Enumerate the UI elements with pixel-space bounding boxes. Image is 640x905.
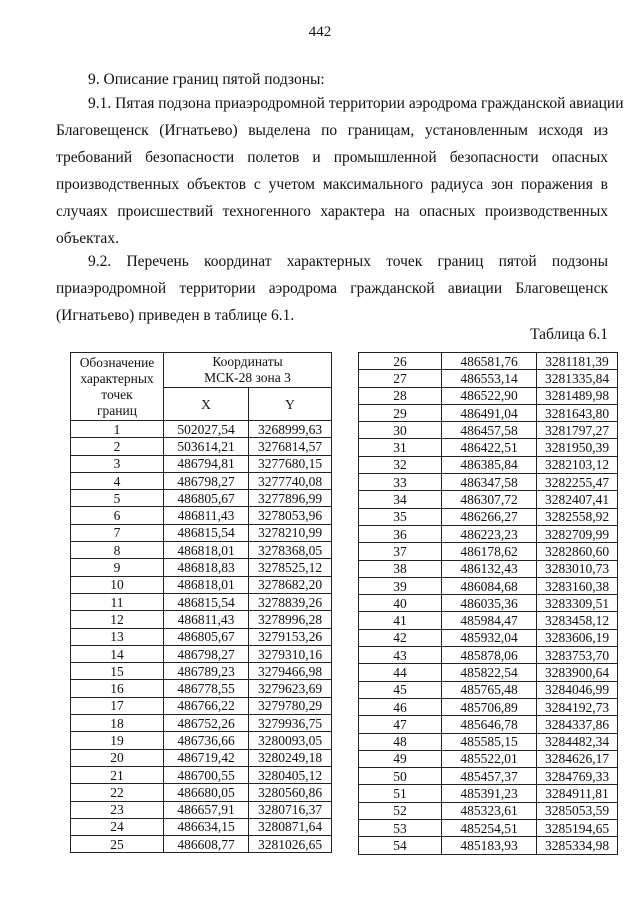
x-coordinate: 486811,43 bbox=[164, 611, 249, 628]
table-row bbox=[359, 422, 618, 439]
y-coordinate: 3283160,38 bbox=[537, 577, 618, 594]
point-number: 48 bbox=[359, 733, 442, 750]
table-row bbox=[359, 716, 618, 733]
y-header: Y bbox=[249, 388, 332, 421]
x-coordinate: 485522,01 bbox=[442, 750, 537, 767]
y-coordinate: 3283010,73 bbox=[537, 560, 618, 577]
point-number: 24 bbox=[71, 818, 164, 835]
point-number: 2 bbox=[71, 438, 164, 455]
left-table-body bbox=[71, 421, 332, 853]
point-number: 5 bbox=[71, 490, 164, 507]
point-number: 22 bbox=[71, 784, 164, 801]
y-coordinate: 3280560,86 bbox=[249, 784, 332, 801]
y-coordinate: 3281489,98 bbox=[537, 387, 618, 404]
x-header: X bbox=[164, 388, 249, 421]
coordinates-table-right bbox=[358, 352, 618, 855]
x-coordinate: 486818,01 bbox=[164, 576, 249, 593]
x-coordinate: 485457,37 bbox=[442, 768, 537, 785]
y-coordinate: 3279936,75 bbox=[249, 715, 332, 732]
table-row bbox=[71, 663, 332, 680]
table-row bbox=[359, 837, 618, 854]
point-number: 44 bbox=[359, 664, 442, 681]
y-coordinate: 3280405,12 bbox=[249, 766, 332, 783]
y-coordinate: 3285334,98 bbox=[537, 837, 618, 854]
x-coordinate: 485391,23 bbox=[442, 785, 537, 802]
x-coordinate: 486818,83 bbox=[164, 559, 249, 576]
y-coordinate: 3268999,63 bbox=[249, 421, 332, 438]
y-coordinate: 3279780,29 bbox=[249, 697, 332, 714]
table-row bbox=[71, 645, 332, 662]
header-line: МСК-28 зона 3 bbox=[204, 370, 291, 385]
y-coordinate: 3277896,99 bbox=[249, 490, 332, 507]
y-coordinate: 3283606,19 bbox=[537, 629, 618, 646]
table-row bbox=[71, 438, 332, 455]
point-number: 15 bbox=[71, 663, 164, 680]
y-coordinate: 3279153,26 bbox=[249, 628, 332, 645]
table-row bbox=[359, 768, 618, 785]
y-coordinate: 3278368,05 bbox=[249, 542, 332, 559]
x-coordinate: 485822,54 bbox=[442, 664, 537, 681]
y-coordinate: 3281026,65 bbox=[249, 836, 332, 853]
y-coordinate: 3276814,57 bbox=[249, 438, 332, 455]
x-coordinate: 502027,54 bbox=[164, 421, 249, 438]
y-coordinate: 3282860,60 bbox=[537, 543, 618, 560]
y-coordinate: 3281643,80 bbox=[537, 404, 618, 421]
y-coordinate: 3285053,59 bbox=[537, 802, 618, 819]
y-coordinate: 3281950,39 bbox=[537, 439, 618, 456]
x-coordinate: 486700,55 bbox=[164, 766, 249, 783]
x-coordinate: 486798,27 bbox=[164, 645, 249, 662]
x-coordinate: 486752,26 bbox=[164, 715, 249, 732]
y-coordinate: 3284911,81 bbox=[537, 785, 618, 802]
x-coordinate: 486736,66 bbox=[164, 732, 249, 749]
x-coordinate: 486608,77 bbox=[164, 836, 249, 853]
y-coordinate: 3282407,41 bbox=[537, 491, 618, 508]
table-row bbox=[71, 697, 332, 714]
right-table-body bbox=[359, 353, 618, 855]
para1-line: Благовещенск (Игнатьево) выделена по границам, установленным исходя из bbox=[56, 122, 608, 139]
y-coordinate: 3280716,37 bbox=[249, 801, 332, 818]
point-number: 53 bbox=[359, 820, 442, 837]
point-number: 11 bbox=[71, 593, 164, 610]
table-row bbox=[359, 525, 618, 542]
x-coordinate: 486347,58 bbox=[442, 474, 537, 491]
table-row bbox=[71, 507, 332, 524]
point-number: 7 bbox=[71, 524, 164, 541]
table-row bbox=[71, 784, 332, 801]
y-coordinate: 3283900,64 bbox=[537, 664, 618, 681]
x-coordinate: 486035,36 bbox=[442, 595, 537, 612]
y-coordinate: 3279466,98 bbox=[249, 663, 332, 680]
x-coordinate: 486805,67 bbox=[164, 490, 249, 507]
y-coordinate: 3277740,08 bbox=[249, 472, 332, 489]
point-number: 29 bbox=[359, 404, 442, 421]
x-coordinate: 486815,54 bbox=[164, 524, 249, 541]
y-coordinate: 3278996,28 bbox=[249, 611, 332, 628]
x-coordinate: 486581,76 bbox=[442, 353, 537, 370]
coordinates-table-left bbox=[70, 352, 332, 853]
point-number: 3 bbox=[71, 455, 164, 472]
x-coordinate: 486815,54 bbox=[164, 593, 249, 610]
point-number: 6 bbox=[71, 507, 164, 524]
x-coordinate: 486132,43 bbox=[442, 560, 537, 577]
point-number: 1 bbox=[71, 421, 164, 438]
point-number: 28 bbox=[359, 387, 442, 404]
table-row bbox=[71, 801, 332, 818]
point-number: 36 bbox=[359, 525, 442, 542]
x-coordinate: 486307,72 bbox=[442, 491, 537, 508]
table-row bbox=[359, 820, 618, 837]
point-number: 37 bbox=[359, 543, 442, 560]
point-number: 26 bbox=[359, 353, 442, 370]
header-line: точек bbox=[101, 386, 133, 402]
point-number: 46 bbox=[359, 698, 442, 715]
y-coordinate: 3280249,18 bbox=[249, 749, 332, 766]
y-coordinate: 3283458,12 bbox=[537, 612, 618, 629]
table-row bbox=[71, 680, 332, 697]
point-number: 31 bbox=[359, 439, 442, 456]
x-coordinate: 485585,15 bbox=[442, 733, 537, 750]
table-row bbox=[71, 455, 332, 472]
x-coordinate: 486266,27 bbox=[442, 508, 537, 525]
y-coordinate: 3285194,65 bbox=[537, 820, 618, 837]
y-coordinate: 3284337,86 bbox=[537, 716, 618, 733]
point-number: 27 bbox=[359, 370, 442, 387]
y-coordinate: 3278210,99 bbox=[249, 524, 332, 541]
para1-line: объектах. bbox=[56, 230, 119, 247]
y-coordinate: 3283309,51 bbox=[537, 595, 618, 612]
table-row bbox=[359, 733, 618, 750]
y-coordinate: 3278839,26 bbox=[249, 593, 332, 610]
para1-line: 9.1. Пятая подзона приаэродромной территории аэродрома гражданской авиации bbox=[88, 95, 624, 112]
y-coordinate: 3281797,27 bbox=[537, 422, 618, 439]
header-line: границ bbox=[97, 402, 137, 418]
point-designation-header bbox=[71, 353, 164, 421]
x-coordinate: 486811,43 bbox=[164, 507, 249, 524]
para2-line: 9.2. Перечень координат характерных точек границ пятой подзоны bbox=[88, 253, 608, 270]
point-number: 47 bbox=[359, 716, 442, 733]
point-number: 38 bbox=[359, 560, 442, 577]
point-number: 34 bbox=[359, 491, 442, 508]
table-row bbox=[359, 802, 618, 819]
point-number: 14 bbox=[71, 645, 164, 662]
table-row bbox=[71, 490, 332, 507]
y-coordinate: 3278053,96 bbox=[249, 507, 332, 524]
para1-line: производственных объектов с учетом максимального радиуса зон поражения в bbox=[56, 176, 608, 193]
x-coordinate: 485646,78 bbox=[442, 716, 537, 733]
table-row bbox=[359, 698, 618, 715]
x-coordinate: 486457,58 bbox=[442, 422, 537, 439]
table-row bbox=[359, 508, 618, 525]
page-number: 442 bbox=[308, 24, 332, 40]
x-coordinate: 485323,61 bbox=[442, 802, 537, 819]
y-coordinate: 3284626,17 bbox=[537, 750, 618, 767]
table-row bbox=[359, 577, 618, 594]
header-line: Обозначение bbox=[79, 354, 155, 370]
y-coordinate: 3284482,34 bbox=[537, 733, 618, 750]
table-row bbox=[359, 612, 618, 629]
y-coordinate: 3280871,64 bbox=[249, 818, 332, 835]
header-line: Координаты bbox=[212, 354, 283, 369]
coordinates-header bbox=[164, 353, 332, 388]
x-coordinate: 485984,47 bbox=[442, 612, 537, 629]
y-coordinate: 3282255,47 bbox=[537, 474, 618, 491]
table-row bbox=[359, 785, 618, 802]
table-row bbox=[71, 524, 332, 541]
table-row bbox=[71, 472, 332, 489]
para1-line: случаях происшествий техногенного характера на опасных производственных bbox=[56, 203, 608, 220]
x-coordinate: 486223,23 bbox=[442, 525, 537, 542]
point-number: 21 bbox=[71, 766, 164, 783]
table-row bbox=[71, 628, 332, 645]
point-number: 30 bbox=[359, 422, 442, 439]
header-line: характерных bbox=[80, 370, 154, 386]
x-coordinate: 485878,06 bbox=[442, 647, 537, 664]
table-row bbox=[71, 593, 332, 610]
point-number: 23 bbox=[71, 801, 164, 818]
point-number: 32 bbox=[359, 456, 442, 473]
x-coordinate: 486680,05 bbox=[164, 784, 249, 801]
point-number: 4 bbox=[71, 472, 164, 489]
point-number: 19 bbox=[71, 732, 164, 749]
point-number: 39 bbox=[359, 577, 442, 594]
y-coordinate: 3284192,73 bbox=[537, 698, 618, 715]
table-row bbox=[359, 491, 618, 508]
table-row bbox=[359, 681, 618, 698]
y-coordinate: 3279310,16 bbox=[249, 645, 332, 662]
point-number: 18 bbox=[71, 715, 164, 732]
table-row bbox=[359, 647, 618, 664]
table-row bbox=[71, 732, 332, 749]
table-row bbox=[359, 456, 618, 473]
x-coordinate: 486634,15 bbox=[164, 818, 249, 835]
y-coordinate: 3284769,33 bbox=[537, 768, 618, 785]
y-coordinate: 3279623,69 bbox=[249, 680, 332, 697]
point-number: 43 bbox=[359, 647, 442, 664]
x-coordinate: 486491,04 bbox=[442, 404, 537, 421]
table-row bbox=[359, 543, 618, 560]
point-number: 45 bbox=[359, 681, 442, 698]
table-row bbox=[359, 629, 618, 646]
point-number: 54 bbox=[359, 837, 442, 854]
point-number: 51 bbox=[359, 785, 442, 802]
x-coordinate: 485932,04 bbox=[442, 629, 537, 646]
x-coordinate: 485183,93 bbox=[442, 837, 537, 854]
y-coordinate: 3282103,12 bbox=[537, 456, 618, 473]
point-number: 33 bbox=[359, 474, 442, 491]
y-coordinate: 3277680,15 bbox=[249, 455, 332, 472]
para1-line: требований безопасности полетов и промышленной безопасности опасных bbox=[56, 149, 608, 166]
point-number: 49 bbox=[359, 750, 442, 767]
para2-line: приаэродромной территории аэродрома гражданской авиации Благовещенск bbox=[56, 280, 608, 297]
x-coordinate: 486657,91 bbox=[164, 801, 249, 818]
point-number: 17 bbox=[71, 697, 164, 714]
y-coordinate: 3281335,84 bbox=[537, 370, 618, 387]
table-row bbox=[71, 559, 332, 576]
table-caption: Таблица 6.1 bbox=[530, 326, 608, 343]
y-coordinate: 3278682,20 bbox=[249, 576, 332, 593]
table-row bbox=[359, 664, 618, 681]
x-coordinate: 486778,55 bbox=[164, 680, 249, 697]
table-row bbox=[71, 766, 332, 783]
paragraph-9-1 bbox=[56, 90, 624, 252]
x-coordinate: 486178,62 bbox=[442, 543, 537, 560]
y-coordinate: 3282709,99 bbox=[537, 525, 618, 542]
y-coordinate: 3283753,70 bbox=[537, 647, 618, 664]
table-row bbox=[359, 353, 618, 370]
y-coordinate: 3282558,92 bbox=[537, 508, 618, 525]
table-row bbox=[71, 576, 332, 593]
point-number: 50 bbox=[359, 768, 442, 785]
point-number: 52 bbox=[359, 802, 442, 819]
x-coordinate: 486084,68 bbox=[442, 577, 537, 594]
table-row bbox=[359, 750, 618, 767]
table-row bbox=[359, 370, 618, 387]
x-coordinate: 486385,84 bbox=[442, 456, 537, 473]
table-row bbox=[71, 421, 332, 438]
x-coordinate: 485254,51 bbox=[442, 820, 537, 837]
table-row bbox=[71, 542, 332, 559]
point-number: 41 bbox=[359, 612, 442, 629]
y-coordinate: 3278525,12 bbox=[249, 559, 332, 576]
point-number: 10 bbox=[71, 576, 164, 593]
x-coordinate: 486818,01 bbox=[164, 542, 249, 559]
x-coordinate: 486522,90 bbox=[442, 387, 537, 404]
point-number: 8 bbox=[71, 542, 164, 559]
x-coordinate: 486794,81 bbox=[164, 455, 249, 472]
point-number: 40 bbox=[359, 595, 442, 612]
x-coordinate: 486805,67 bbox=[164, 628, 249, 645]
x-coordinate: 486719,42 bbox=[164, 749, 249, 766]
point-number: 13 bbox=[71, 628, 164, 645]
table-row bbox=[71, 715, 332, 732]
point-number: 35 bbox=[359, 508, 442, 525]
table-row bbox=[359, 560, 618, 577]
table-row bbox=[359, 404, 618, 421]
table-row bbox=[359, 474, 618, 491]
x-coordinate: 486798,27 bbox=[164, 472, 249, 489]
x-coordinate: 486553,14 bbox=[442, 370, 537, 387]
y-coordinate: 3281181,39 bbox=[537, 353, 618, 370]
y-coordinate: 3284046,99 bbox=[537, 681, 618, 698]
x-coordinate: 486789,23 bbox=[164, 663, 249, 680]
x-coordinate: 503614,21 bbox=[164, 438, 249, 455]
y-coordinate: 3280093,05 bbox=[249, 732, 332, 749]
point-number: 9 bbox=[71, 559, 164, 576]
x-coordinate: 485706,89 bbox=[442, 698, 537, 715]
point-number: 16 bbox=[71, 680, 164, 697]
table-row bbox=[71, 749, 332, 766]
point-number: 25 bbox=[71, 836, 164, 853]
table-row bbox=[359, 595, 618, 612]
paragraph-9-2 bbox=[56, 248, 608, 329]
x-coordinate: 486766,22 bbox=[164, 697, 249, 714]
point-number: 42 bbox=[359, 629, 442, 646]
x-coordinate: 485765,48 bbox=[442, 681, 537, 698]
section-heading: 9. Описание границ пятой подзоны: bbox=[88, 71, 325, 88]
table-row bbox=[359, 387, 618, 404]
table-row bbox=[71, 611, 332, 628]
table-row bbox=[71, 818, 332, 835]
table-row bbox=[359, 439, 618, 456]
para2-line: (Игнатьево) приведен в таблице 6.1. bbox=[56, 307, 295, 324]
table-row bbox=[71, 836, 332, 853]
x-coordinate: 486422,51 bbox=[442, 439, 537, 456]
point-number: 20 bbox=[71, 749, 164, 766]
point-number: 12 bbox=[71, 611, 164, 628]
